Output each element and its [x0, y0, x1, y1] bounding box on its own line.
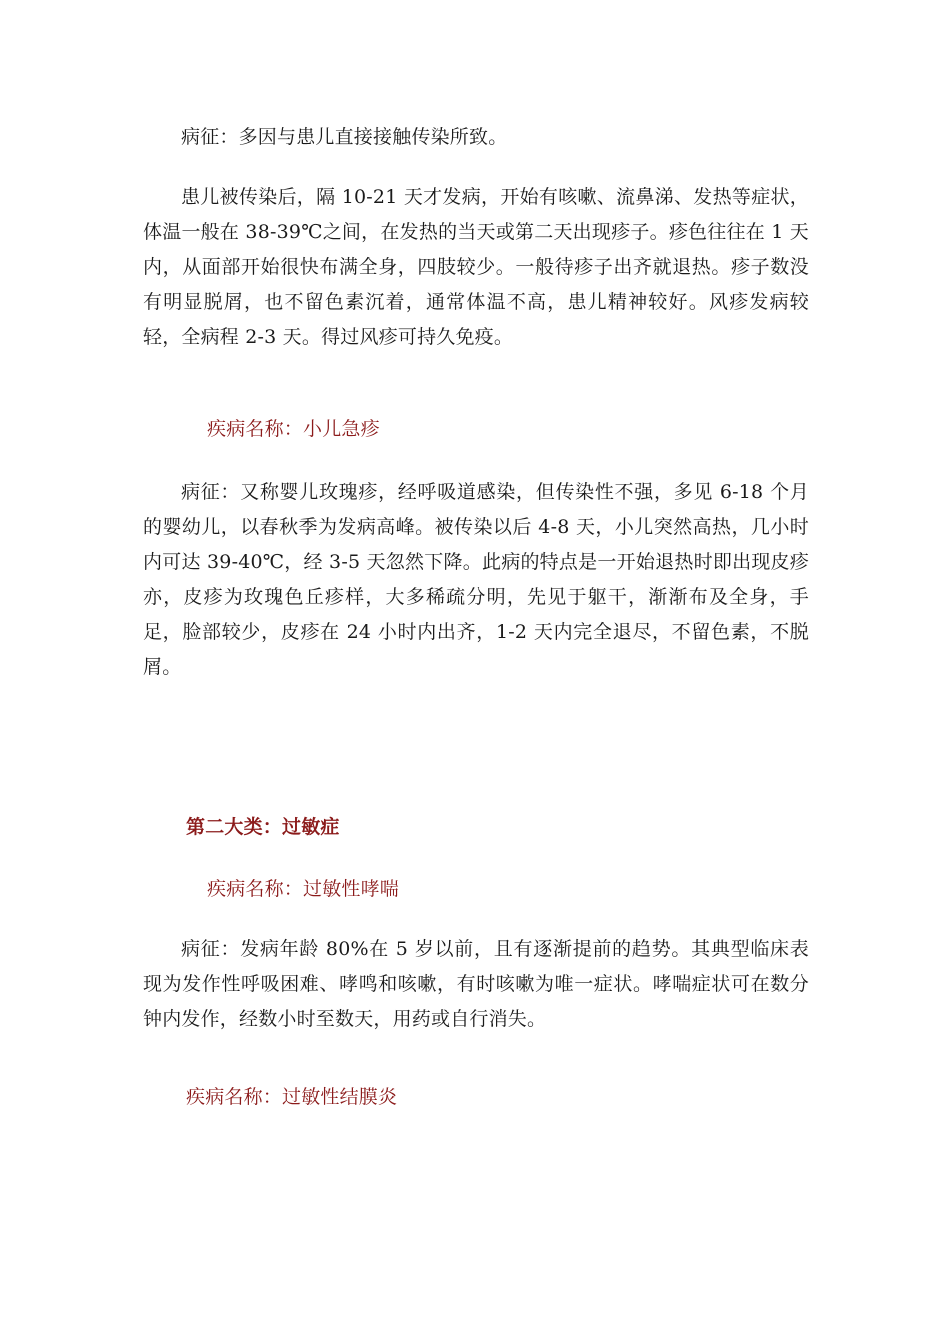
rubella-description-paragraph: 患儿被传染后，隔 10-21 天才发病，开始有咳嗽、流鼻涕、发热等症状，体温一般在 38-39℃之间，在发热的当天或第二天出现疹子。疹色往往在 1 天内，从面部开始很快布满全身，四肢较少。一般待疹子出齐就退热。疹子数没有明显脱屑，也不留色素沉着，通常体温不高，患儿精神较好。风疹发病较轻，全病程 2-3 天。得过风疹可持久免疫。: [143, 186, 809, 348]
allergic-asthma-description-paragraph: 病征：发病年龄 80%在 5 岁以前，且有逐渐提前的趋势。其典型临床表现为发作性呼吸困难、哮鸣和咳嗽，有时咳嗽为唯一症状。哮喘症状可在数分钟内发作，经数小时至数天，用药或自行消失。: [143, 938, 809, 1030]
category-heading-allergy: 第二大类：过敏症: [186, 816, 340, 838]
roseola-description-paragraph: 病征：又称婴儿玫瑰疹，经呼吸道感染，但传染性不强，多见 6-18 个月的婴幼儿，以春秋季为发病高峰。被传染以后 4-8 天，小儿突然高热，几小时内可达 39-40℃，经 3-5 天忽然下降。此病的特点是一开始退热时即出现皮疹亦，皮疹为玫瑰色丘疹样，大多稀疏分明，先见于躯干，渐渐布及全身，手足，脸部较少，皮疹在 24 小时内出齐，1-2 天内完全退尽，不留色素，不脱屑。: [143, 481, 809, 678]
symptom-paragraph-rubella-cause: 病征：多因与患儿直接接触传染所致。: [181, 126, 508, 148]
disease-name-allergic-asthma: 疾病名称：过敏性哮喘: [207, 878, 400, 900]
disease-name-allergic-conjunctivitis: 疾病名称：过敏性结膜炎: [186, 1086, 398, 1108]
disease-name-roseola: 疾病名称：小儿急疹: [207, 418, 380, 440]
